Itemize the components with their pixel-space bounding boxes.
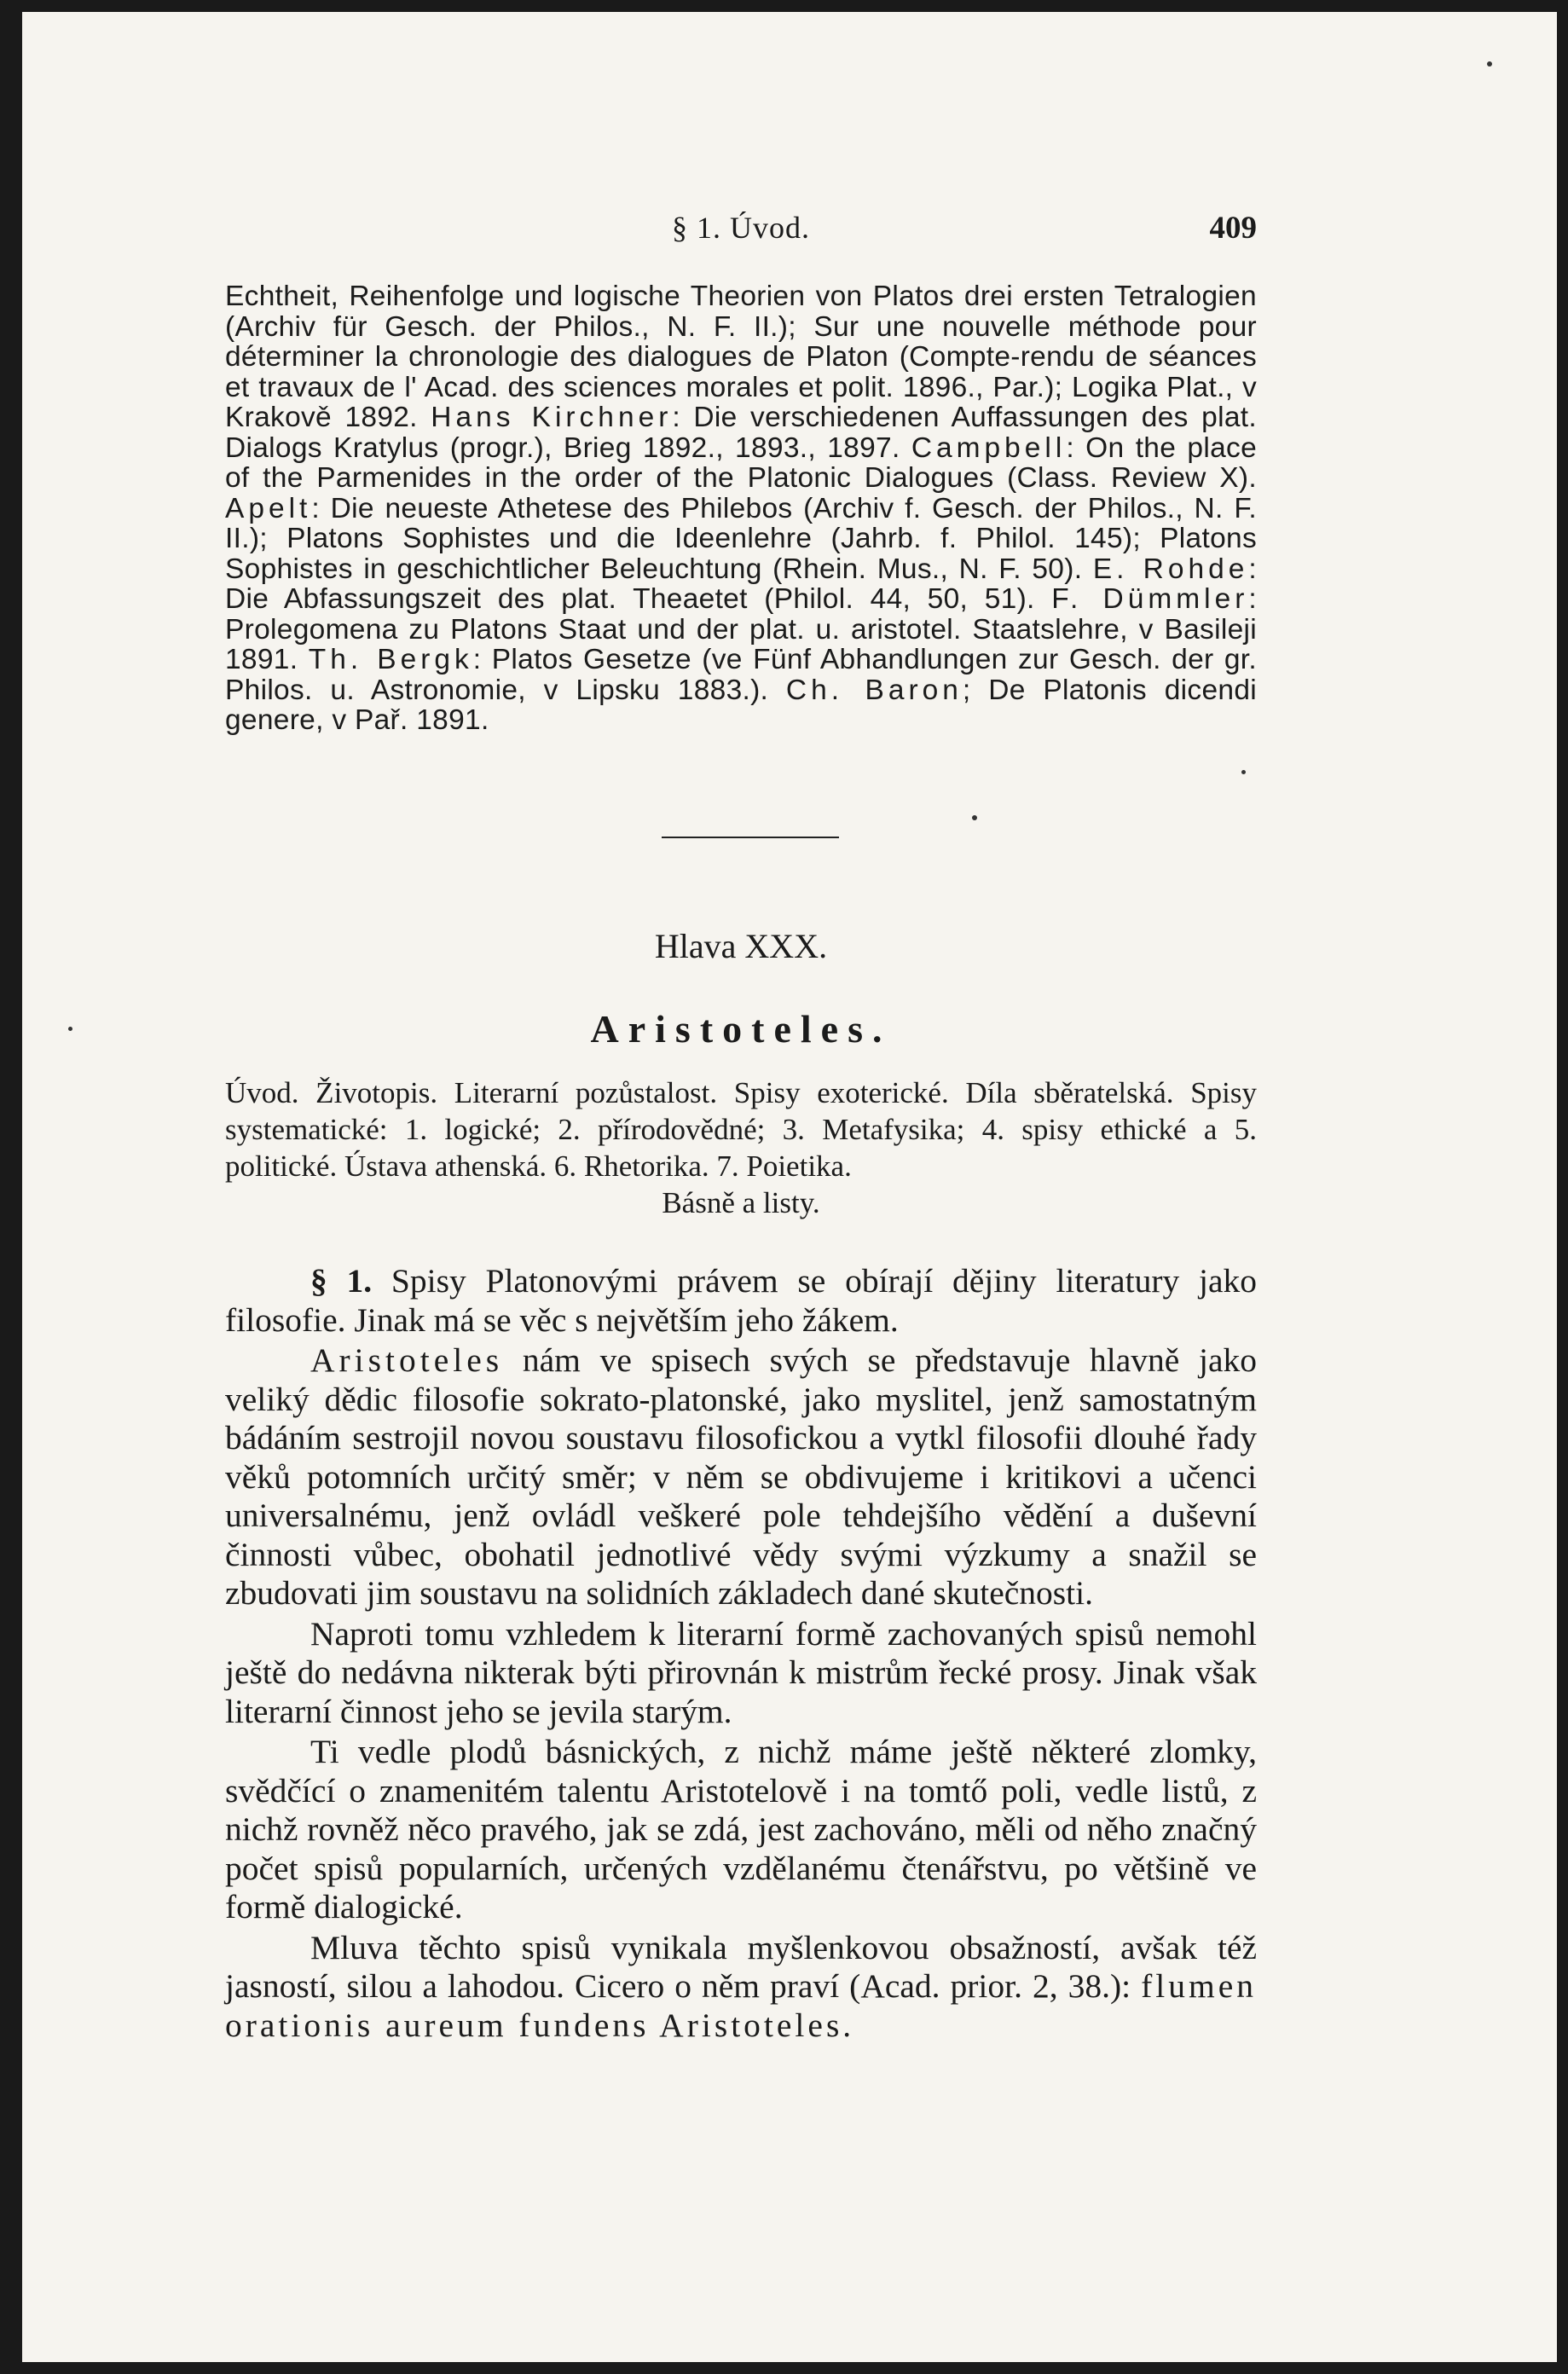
- page-number: 409: [1209, 211, 1257, 246]
- chapter-number: Hlava XXX.: [654, 927, 828, 965]
- contents-list: Úvod. Životopis. Literarní pozůstalost. Spisy exoterické. Díla sběratelská. Spisy systematické: 1. logické; 2. přírodovědné; 3. Metafysika; 4. spisy ethické a 5. politické. Ústava athenská. 6. Rhetorika. 7. Poietika.: [225, 1076, 1257, 1183]
- bib-text-5: : Die Abfassungszeit des plat. Theaetet (Philol. 44, 50, 51).: [225, 553, 1257, 615]
- bib-text-3: : On the place of the Parmenides in the order of the Platonic Dialogues (Class. Review X).: [225, 431, 1257, 494]
- cicero-quote: flumen orationis aureum fundens Aristoteles.: [225, 1967, 1257, 2044]
- body-paragraph-1-text: Spisy Platonovými právem se obírají dějiny literatury jako filosofie. Jinak má se věc s největším jeho žákem.: [225, 1262, 1257, 1339]
- body-paragraph-4: Ti vedle plodů básnických, z nichž máme ještě některé zlomky, svědčící o znamenitém talentu Aristotelově i na tomtő poli, vedle listů, z nichž rovněž něco pravého, jak se zdá, jest zachováno, měli od něho značný počet spisů popularních, určených vzdělanému čtenářstvu, po většině ve formě dialogické.: [225, 1733, 1257, 1925]
- chapter-contents: [225, 1074, 1257, 1221]
- body-paragraph-1: [225, 1262, 1257, 1340]
- body-text: [225, 1262, 1257, 2045]
- name-aristoteles: Aristoteles: [310, 1341, 504, 1379]
- author-dummler: F. Dümmler: [1051, 583, 1249, 615]
- author-rohde: E. Rohde: [1092, 553, 1249, 585]
- bib-text-4: : Die neueste Athetese des Philebos (Archiv f. Gesch. der Philos., N. F. II.); Platons Sophistes und die Ideenlehre (Jahrb. f. Philol. 145); Platons Sophistes in geschichtlicher Beleuchtung (Rhein. Mus., N. F. 50).: [225, 492, 1257, 585]
- scan-speck: [1487, 61, 1492, 67]
- body-paragraph-2-text: nám ve spisech svých se představuje hlavně jako veliký dědic filosofie sokrato-platonské, jako myslitel, jenž samostatným bádáním sestrojil novou soustavu filosofickou a vytkl filosofii dlouhé řady věků potomních určitý směr; v něm se obdivujeme i kritikovi a učenci universalnému, jenž ovládl veškeré pole tehdejšího vědění a duševní činnosti vůbec, obohatil jednotlivé vědy svými výzkumy a snažil se zbudovati jim soustavu na solidních základech dané skutečnosti.: [225, 1341, 1257, 1612]
- section-divider: [662, 837, 839, 838]
- author-bergk: Th. Bergk: [308, 644, 473, 675]
- body-paragraph-5-text: Mluva těchto spisů vynikala myšlenkovou obsažností, avšak též jasností, silou a lahodou. Cicero o něm praví (Acad. prior. 2, 38.):: [225, 1928, 1257, 2005]
- contents-last-line: Básně a listy.: [662, 1186, 820, 1219]
- bib-text-2: : Die verschiedenen Auffassungen des plat. Dialogs Kratylus (progr.), Brieg 1892., 1893., 1897.: [225, 402, 1257, 464]
- author-kirchner: Hans Kirchner: [431, 402, 673, 433]
- bibliography-block: [225, 281, 1257, 736]
- bib-text-7: : Platos Gesetze (ve Fünf Abhandlungen zur Gesch. der gr. Philos. u. Astronomie, v Lipsku 1883.).: [225, 644, 1257, 706]
- author-apelt: Apelt: [225, 492, 312, 524]
- bibliography-paragraph: [225, 281, 1257, 736]
- section-heading: § 1. Úvod.: [672, 211, 810, 245]
- bib-text-8: ; De Platonis dicendi genere, v Pař. 1891.: [225, 674, 1257, 736]
- bib-text-1: Echtheit, Reihenfolge und logische Theorien von Platos drei ersten Tetralogien (Archiv für Gesch. der Philos., N. F. II.); Sur une nouvelle méthode pour déterminer la chronologie des dialogues de Platon (Compte-rendu de séances et travaux de l' Acad. des sciences morales et polit. 1896., Par.); Logika Plat., v Krakově 1892.: [225, 281, 1257, 433]
- section-mark: § 1.: [310, 1262, 373, 1300]
- scan-speck: [68, 1027, 72, 1031]
- bib-text-6: : Prolegomena zu Platons Staat und der plat. u. aristotel. Staatslehre, v Basileji 1891.: [225, 583, 1257, 675]
- running-header: [225, 203, 1257, 254]
- body-paragraph-3: Naproti tomu vzhledem k literarní formě zachovaných spisů nemohl ještě do nedávna nikterak býti přirovnán k mistrům řecké prosy. Jinak však literarní činnost jeho se jevila starým.: [225, 1614, 1257, 1730]
- scan-speck: [972, 815, 977, 820]
- author-baron: Ch. Baron: [785, 674, 963, 706]
- chapter-title: Aristoteles.: [590, 1007, 892, 1051]
- body-paragraph-5: [225, 1929, 1257, 2046]
- body-paragraph-2: [225, 1341, 1257, 1613]
- author-campbell: Campbell: [911, 431, 1067, 464]
- scan-speck: [1241, 770, 1246, 774]
